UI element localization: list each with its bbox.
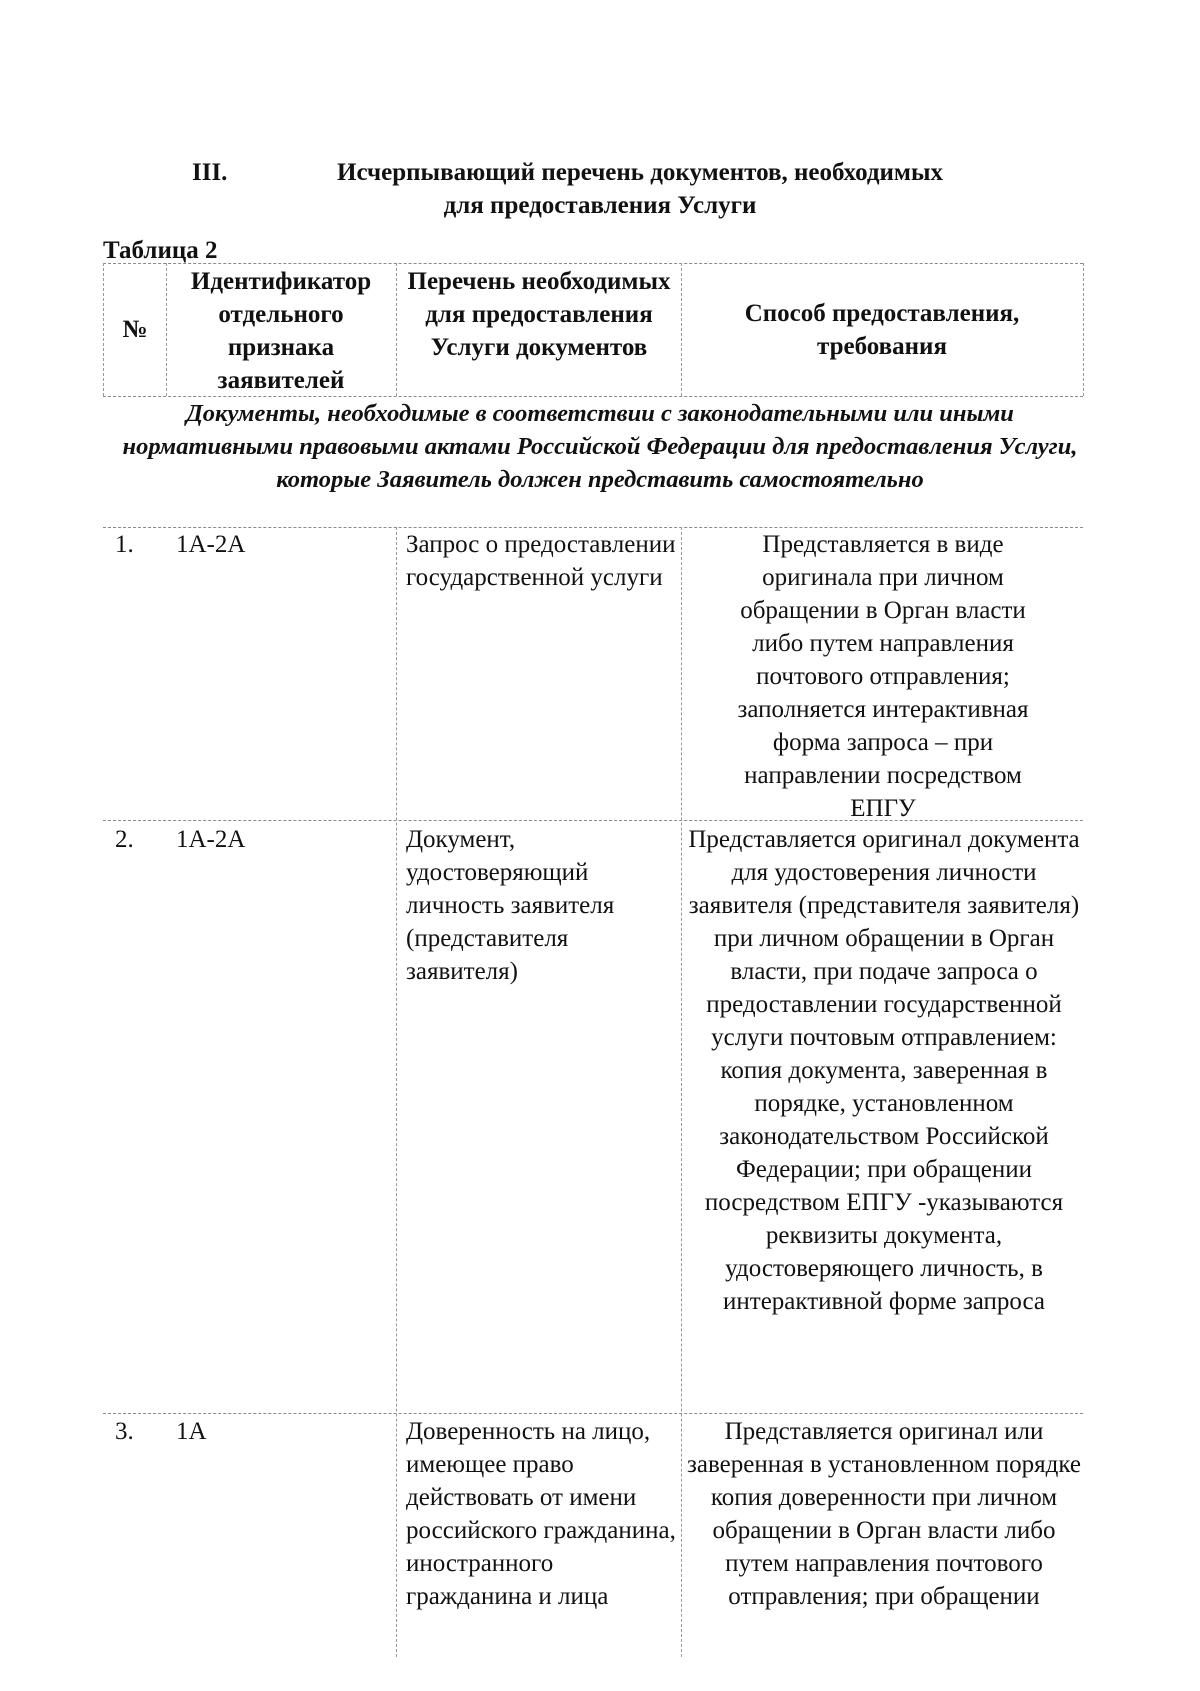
header-divider-2 bbox=[396, 263, 397, 396]
row-number: 1. bbox=[115, 531, 134, 558]
table-left-border bbox=[103, 263, 104, 396]
row-number: 3. bbox=[115, 1418, 134, 1445]
table-caption: Таблица 2 bbox=[103, 237, 218, 264]
body-divider-method bbox=[681, 527, 682, 1657]
section-title bbox=[0, 156, 1200, 222]
row-number: 2. bbox=[115, 826, 134, 853]
section-number: III. bbox=[192, 159, 228, 186]
row-identifier: 1А-2А bbox=[176, 826, 246, 853]
header-method: Способ предоставления, требования bbox=[744, 300, 1020, 360]
row-method: Представляется в виде оригинала при личном обращении в Орган власти либо путем направления почтового отправления; заполняется интерактивная форма запроса – при направлении посредством ЕПГУ bbox=[737, 531, 1029, 822]
row-document: Запрос о предоставлении государственной услуги bbox=[406, 531, 676, 591]
header-number: № bbox=[122, 316, 148, 343]
row-document: Доверенность на лицо, имеющее право действовать от имени российского гражданина, иностранного гражданина и лица bbox=[406, 1418, 676, 1610]
header-documents: Перечень необходимых для предоставления Услуги документов bbox=[407, 268, 671, 361]
row2-bottom-border bbox=[103, 1413, 1083, 1414]
section-title-line2: для предоставления Услуги bbox=[443, 192, 757, 219]
row-document: Документ, удостоверяющий личность заявителя (представителя заявителя) bbox=[406, 826, 615, 985]
section-note: Документы, необходимые в соответствии с законодательными или иными нормативными правовыми актами Российской Федерации для предоставления Услуги, которые Заявитель должен представить самостоятельно bbox=[122, 400, 1078, 493]
row-identifier: 1А bbox=[176, 1418, 207, 1445]
row-method: Представляется оригинал документа для удостоверения личности заявителя (представителя заявителя) при личном обращении в Орган власти, при подаче запроса о предоставлении государственной услуги почтовым отправлением: копия документа, заверенная в порядке, установленном законодательством Российской Федерации; при обращении посредством ЕПГУ -указываются реквизиты документа, удостоверяющего личность, в интерактивной форме запроса bbox=[688, 826, 1080, 1315]
body-divider-docs bbox=[396, 527, 397, 1657]
section-title-line1: Исчерпывающий перечень документов, необходимых bbox=[337, 159, 943, 186]
header-divider-3 bbox=[681, 263, 682, 396]
table-right-border bbox=[1083, 263, 1084, 396]
row-identifier: 1А-2А bbox=[176, 531, 246, 558]
row-method: Представляется оригинал или заверенная в установленном порядке копия доверенности при личном обращении в Орган власти либо путем направления почтового отправления; при обращении bbox=[687, 1418, 1081, 1610]
header-divider-1 bbox=[166, 263, 167, 396]
table-top-border bbox=[103, 263, 1083, 264]
header-identifier: Идентификатор отдельного признака заявителей bbox=[190, 268, 372, 394]
